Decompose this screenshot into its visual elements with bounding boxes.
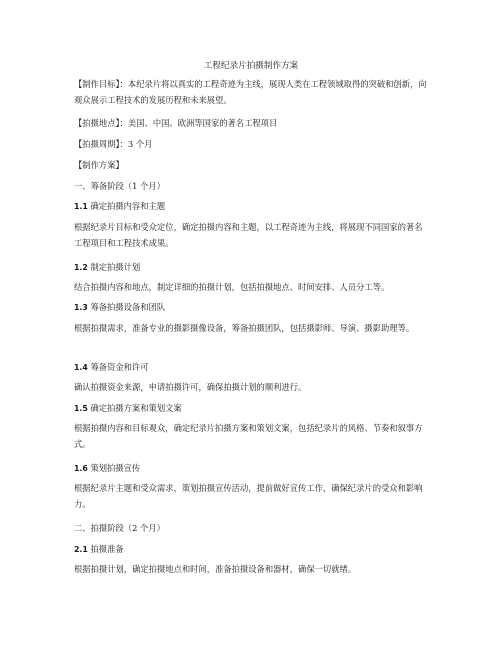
section-2-1-heading <box>74 542 430 558</box>
section-title: 筹备资金和许可 <box>87 362 149 372</box>
section-2-1-text: 根据拍摄计划，确定拍摄地点和时间，准备拍摄设备和器材，确保一切就绪。 <box>74 564 357 574</box>
section-1-4-text: 确认拍摄资金来源，申请拍摄许可，确保拍摄计划的顺利进行。 <box>74 382 307 392</box>
section-1-1-heading <box>74 199 430 215</box>
section-1-5-text: 根据拍摄内容和目标观众，确定纪录片拍摄方案和策划文案，包括纪录片的风格、节奏和叙事方式。 <box>74 423 423 449</box>
phase2-heading: 二、拍摄阶段（2 个月） <box>74 523 165 533</box>
section-1-6-text: 根据纪录片主题和受众需求，策划拍摄宣传活动，提前做好宣传工作，确保纪录片的受众和影响力。 <box>74 483 423 509</box>
section-number: 1.5 <box>74 404 88 413</box>
section-1-2-text: 结合拍摄内容和地点，制定详细的拍摄计划，包括拍摄地点、时间安排、人员分工等。 <box>74 282 390 292</box>
section-title: 制定拍摄计划 <box>87 262 141 272</box>
section-number: 1.6 <box>74 464 88 473</box>
section-title: 拍摄准备 <box>87 544 124 554</box>
section-1-3-heading <box>74 300 430 316</box>
section-title: 确定拍摄方案和策划文案 <box>87 403 182 413</box>
section-number: 1.4 <box>74 363 88 372</box>
section-number: 1.2 <box>74 263 88 272</box>
period-paragraph: 【拍摄周期】：3 个月 <box>74 139 153 149</box>
section-1-1-text: 根据纪录片目标和受众定位，确定拍摄内容和主题，以工程奇迹为主线，将展现不同国家的著名工程项目和工程技术成果。 <box>74 222 423 248</box>
phase1-heading: 一、筹备阶段（1 个月） <box>74 181 165 191</box>
section-number: 1.3 <box>74 303 88 312</box>
document-title: 工程纪录片拍摄制作方案 <box>203 61 299 71</box>
section-number: 1.1 <box>74 202 88 211</box>
section-1-4-heading <box>74 360 430 376</box>
plan-heading: 【制作方案】 <box>74 160 124 170</box>
section-title: 确定拍摄内容和主题 <box>87 201 166 211</box>
section-1-6-heading <box>74 461 430 477</box>
section-1-3-text: 根据拍摄需求，准备专业的摄影摄像设备，筹备拍摄团队，包括摄影师、导演、摄影助理等。 <box>74 323 415 333</box>
section-1-5-heading <box>74 401 430 417</box>
section-1-2-heading <box>74 260 430 276</box>
section-title: 策划拍摄宣传 <box>87 463 141 473</box>
section-title: 筹备拍摄设备和团队 <box>87 302 166 312</box>
section-number: 2.1 <box>74 545 88 554</box>
location-paragraph: 【拍摄地点】：美国、中国、欧洲等国家的著名工程项目 <box>74 118 278 128</box>
goal-paragraph: 【制作目标】：本纪录片将以真实的工程奇迹为主线，展现人类在工程领域取得的突破和创新，向观众展示工程技术的发展历程和未来展望。 <box>74 79 427 105</box>
